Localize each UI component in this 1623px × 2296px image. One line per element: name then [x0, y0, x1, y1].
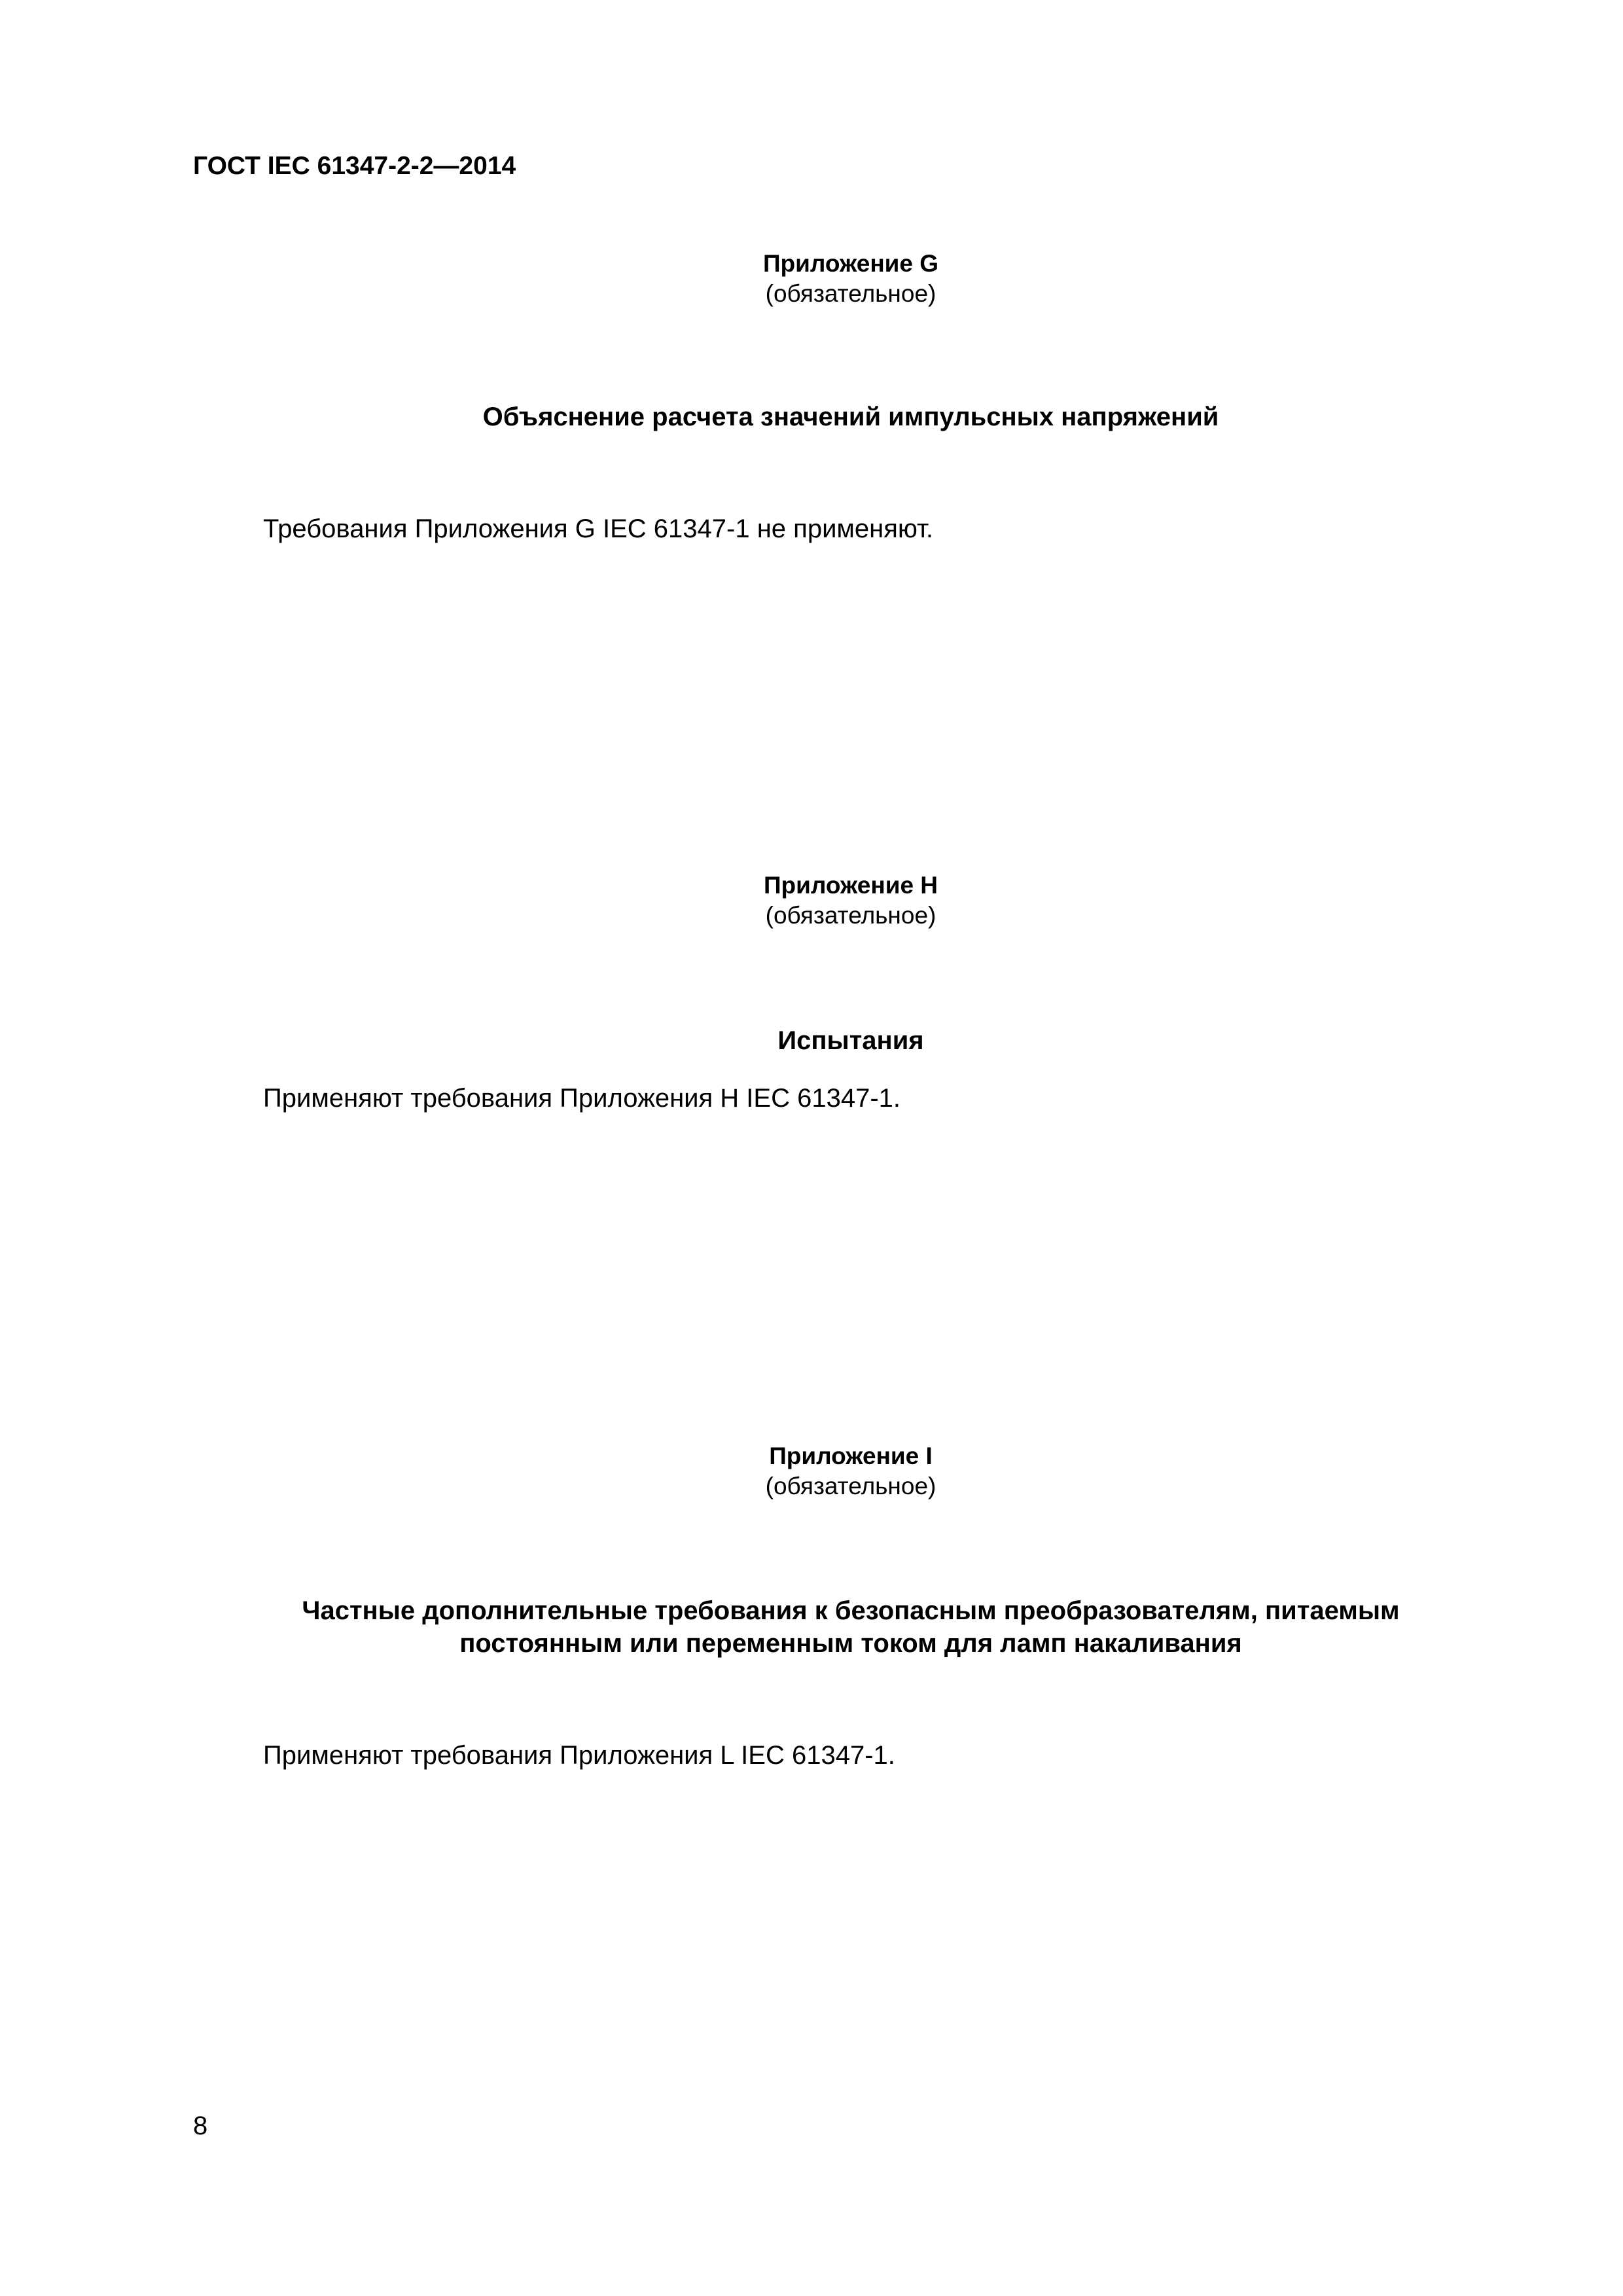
annex-i-heading-line2: постоянным или переменным током для ламп накаливания: [459, 1629, 1242, 1658]
document-code: ГОСТ IEC 61347-2-2—2014: [193, 152, 516, 180]
annex-i-title: Приложение I: [769, 1443, 933, 1469]
annex-h-title: Приложение H: [763, 872, 938, 899]
annex-i-caption: [615, 1441, 1086, 1501]
annex-g-text: Требования Приложения G IEC 61347-1 не применяют.: [263, 514, 934, 543]
annex-h-caption: [615, 870, 1086, 931]
annex-h-heading: Испытания: [777, 1026, 924, 1055]
annex-g-caption: [615, 249, 1086, 309]
annex-h-status: (обязательное): [765, 902, 936, 929]
annex-h-text: Применяют требования Приложения H IEC 61347-1.: [263, 1084, 901, 1113]
annex-i-heading: [196, 1594, 1505, 1660]
page-number: 8: [193, 2111, 208, 2140]
annex-g-title: Приложение G: [762, 250, 939, 277]
annex-i-status: (обязательное): [765, 1473, 936, 1499]
annex-i-heading-line1: Частные дополнительные требования к безопасным преобразователям, питаемым: [302, 1596, 1400, 1625]
annex-g-status: (обязательное): [765, 280, 936, 307]
annex-g-heading: Объяснение расчета значений импульсных напряжений: [482, 403, 1219, 431]
annex-i-text: Применяют требования Приложения L IEC 61347-1.: [263, 1741, 895, 1770]
